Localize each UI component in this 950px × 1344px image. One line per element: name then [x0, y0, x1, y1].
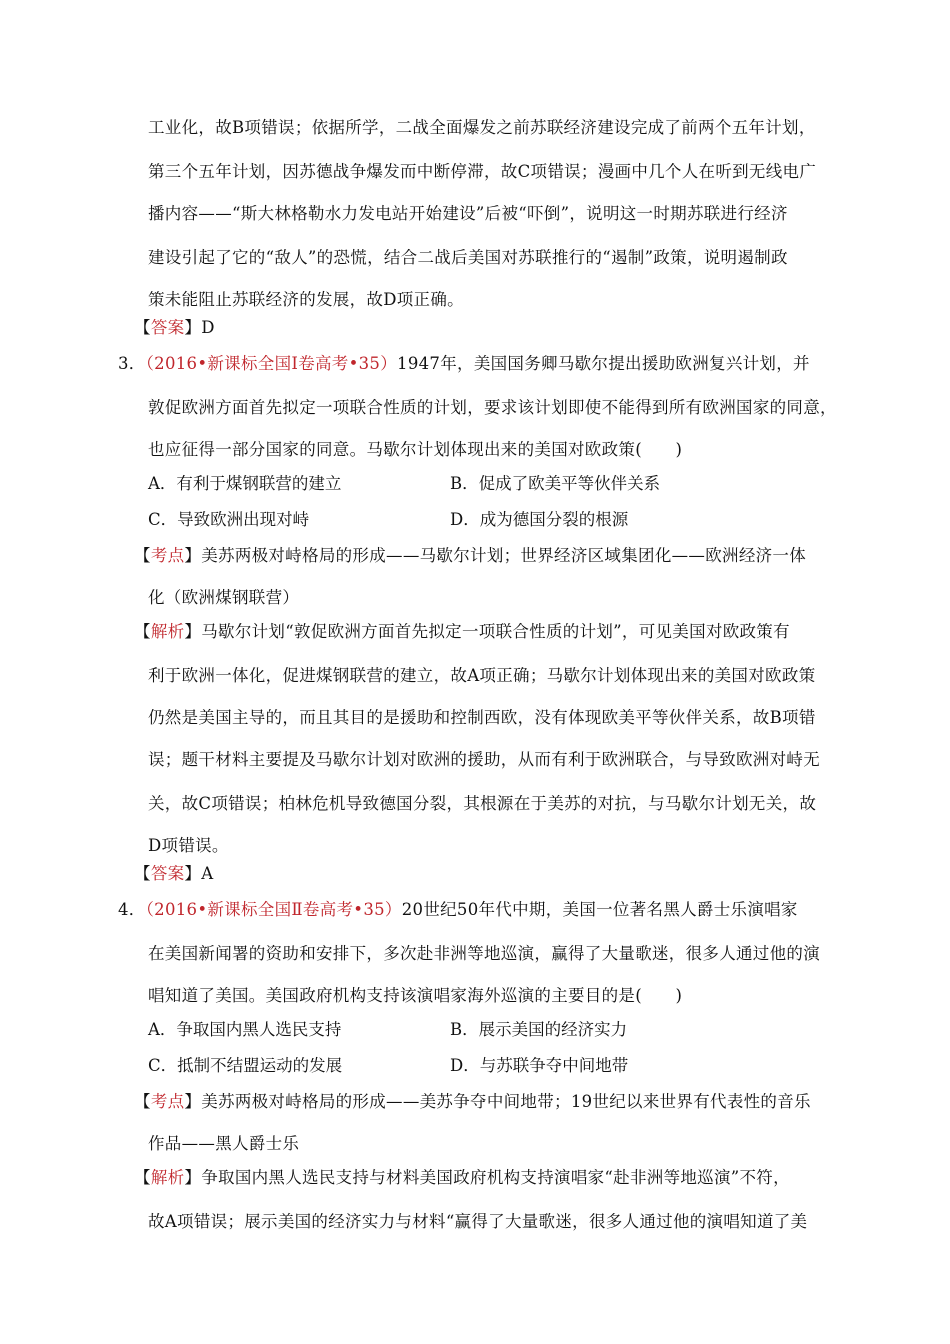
question-4-option-b: B．展示美国的经济实力 — [450, 1020, 628, 1039]
intro-line-1: 工业化，故B项错误；依据所学，二战全面爆发之前苏联经济建设完成了前两个五年计划， — [148, 118, 816, 137]
question-number: 4． — [118, 900, 146, 919]
question-3-jiexi-6: D项错误。 — [148, 836, 229, 855]
question-4-option-d: D．与苏联争夺中间地带 — [450, 1056, 629, 1075]
intro-line-3: 播内容——“斯大林格勒水力发电站开始建设”后被“吓倒”，说明这一时期苏联进行经济 — [148, 204, 788, 223]
answer-label: 答案 — [150, 318, 185, 337]
jiexi-label: 解析 — [150, 622, 185, 641]
kaodian-label: 考点 — [150, 1092, 185, 1111]
intro-line-4: 建设引起了它的“敌人”的恐慌，结合二战后美国对苏联推行的“遏制”政策，说明遏制政 — [148, 248, 788, 267]
question-3-jiexi-2: 利于欧洲一体化，促进煤钢联营的建立，故A项正确；马歇尔计划体现出来的美国对欧政策 — [148, 666, 816, 685]
question-3-first-line — [118, 350, 810, 374]
question-4-option-c: C．抵制不结盟运动的发展 — [148, 1056, 343, 1075]
question-4-stem-3: 唱知道了美国。美国政府机构支持该演唱家海外巡演的主要目的是( ) — [148, 986, 683, 1005]
question-3-option-b: B．促成了欧美平等伙伴关系 — [450, 474, 661, 493]
question-3-jiexi-4: 误；题干材料主要提及马歇尔计划对欧洲的援助，从而有利于欧洲联合，与导致欧洲对峙无 — [148, 750, 820, 769]
question-3-stem-2: 敦促欧洲方面首先拟定一项联合性质的计划，要求该计划即使不能得到所有欧洲国家的同意， — [148, 398, 837, 417]
question-source: （2016•新课标全国Ⅰ卷高考•35） — [145, 354, 398, 373]
question-3-option-a: A．有利于煤钢联营的建立 — [148, 474, 342, 493]
answer-value: D — [201, 318, 215, 337]
question-4-option-a: A．争取国内黑人选民支持 — [148, 1020, 342, 1039]
answer-value: A — [201, 864, 214, 883]
question-3-jiexi-3: 仍然是美国主导的，而且其目的是援助和控制西欧，没有体现欧美平等伙伴关系，故B项错 — [148, 708, 816, 727]
question-stem: 20世纪50年代中期，美国一位著名黑人爵士乐演唱家 — [401, 900, 798, 919]
question-4-kaodian-2: 作品——黑人爵士乐 — [148, 1134, 300, 1153]
question-3-answer: 【答案】A — [134, 864, 214, 883]
answer-label: 答案 — [150, 864, 185, 883]
question-4-jiexi-2: 故A项错误；展示美国的经济实力与材料“赢得了大量歌迷，很多人通过他的演唱知道了美 — [148, 1212, 808, 1231]
intro-line-2: 第三个五年计划，因苏德战争爆发而中断停滞，故C项错误；漫画中几个人在听到无线电广 — [148, 162, 817, 181]
question-4-jiexi: 【解析】争取国内黑人选民支持与材料美国政府机构支持演唱家“赴非洲等地巡演”不符， — [134, 1168, 790, 1187]
question-3-option-c: C．导致欧洲出现对峙 — [148, 510, 310, 529]
question-3-option-d: D．成为德国分裂的根源 — [450, 510, 629, 529]
question-source: （2016•新课标全国Ⅱ卷高考•35） — [145, 900, 402, 919]
question-3-kaodian: 【考点】美苏两极对峙格局的形成——马歇尔计划；世界经济区域集团化——欧洲经济一体 — [134, 546, 807, 565]
question-3-kaodian-2: 化（欧洲煤钢联营） — [148, 588, 300, 607]
question-3-jiexi-5: 关，故C项错误；柏林危机导致德国分裂，其根源在于美苏的对抗，与马歇尔计划无关，故 — [148, 794, 817, 813]
kaodian-label: 考点 — [150, 546, 185, 565]
question-stem: 1947年，美国国务卿马歇尔提出援助欧洲复兴计划，并 — [397, 354, 810, 373]
intro-line-5: 策未能阻止苏联经济的发展，故D项正确。 — [148, 290, 464, 309]
question-4-first-line — [118, 896, 798, 920]
intro-answer: 【答案】D — [134, 318, 215, 337]
question-4-stem-2: 在美国新闻署的资助和安排下，多次赴非洲等地巡演，赢得了大量歌迷，很多人通过他的演 — [148, 944, 820, 963]
question-number: 3． — [118, 354, 146, 373]
question-4-kaodian: 【考点】美苏两极对峙格局的形成——美苏争夺中间地带；19世纪以来世界有代表性的音乐 — [134, 1092, 811, 1111]
question-3-jiexi: 【解析】马歇尔计划“敦促欧洲方面首先拟定一项联合性质的计划”，可见美国对欧政策有 — [134, 622, 790, 641]
jiexi-label: 解析 — [150, 1168, 185, 1187]
question-3-stem-3: 也应征得一部分国家的同意。马歇尔计划体现出来的美国对欧政策( ) — [148, 440, 683, 459]
